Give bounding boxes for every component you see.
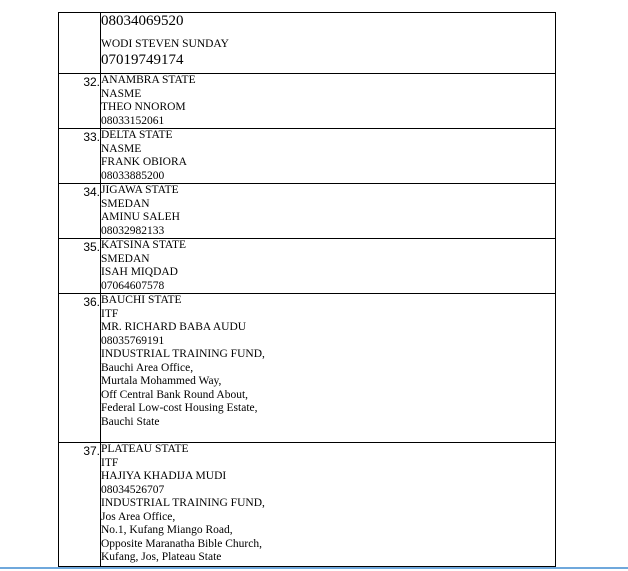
- contact-name: WODI STEVEN SUNDAY: [101, 38, 229, 50]
- agency-name: SMEDAN: [101, 197, 150, 210]
- table-row: [59, 294, 556, 443]
- agency-name: NASME: [101, 142, 142, 155]
- row-number: 32.: [83, 75, 100, 89]
- table-row: [59, 13, 556, 74]
- state-name: BAUCHI STATE: [101, 294, 182, 306]
- contact-details-cell: [101, 74, 556, 129]
- address-line: Bauchi State: [101, 415, 160, 428]
- contact-details-cell: [101, 239, 556, 294]
- address-line: Federal Low-cost Housing Estate,: [101, 402, 258, 414]
- row-number-cell: [59, 443, 101, 567]
- contact-details-cell: [101, 294, 556, 443]
- phone-number: 08032982133: [101, 224, 165, 237]
- table-row: [59, 184, 556, 239]
- spacer: [101, 30, 555, 38]
- phone-number: 08033885200: [101, 169, 165, 182]
- table-row: [59, 129, 556, 184]
- address-line: Murtala Mohammed Way,: [101, 375, 222, 387]
- row-number-cell: [59, 294, 101, 443]
- contact-name: ISAH MIQDAD: [101, 266, 178, 278]
- row-number-cell: [59, 239, 101, 294]
- contact-details-cell: [101, 129, 556, 184]
- table-row: [59, 443, 556, 567]
- row-number: 34.: [83, 185, 100, 199]
- row-number: 37.: [83, 444, 100, 458]
- row-number-cell: [59, 74, 101, 129]
- address-line: Off Central Bank Round About,: [101, 388, 249, 401]
- phone-number: 07019749174: [101, 51, 184, 68]
- contact-name: AMINU SALEH: [101, 211, 180, 223]
- address-line: Jos Area Office,: [101, 510, 176, 523]
- table-row: [59, 239, 556, 294]
- phone-number: 08033152061: [101, 114, 165, 127]
- state-name: KATSINA STATE: [101, 239, 187, 251]
- contact-name: HAJIYA KHADIJA MUDI: [101, 470, 227, 482]
- phone-number: 08035769191: [101, 334, 165, 347]
- contact-details-cell: [101, 443, 556, 567]
- agency-name: NASME: [101, 87, 142, 100]
- state-name: DELTA STATE: [101, 129, 173, 141]
- address-line: INDUSTRIAL TRAINING FUND,: [101, 348, 265, 360]
- row-number-cell: [59, 129, 101, 184]
- table-row: [59, 74, 556, 129]
- agency-name: ITF: [101, 307, 119, 320]
- address-line: Opposite Maranatha Bible Church,: [101, 537, 262, 550]
- state-name: JIGAWA STATE: [101, 184, 179, 196]
- phone-number: 08034069520: [101, 13, 184, 29]
- contact-name: THEO NNOROM: [101, 101, 186, 113]
- row-number: [59, 13, 100, 14]
- address-line: INDUSTRIAL TRAINING FUND,: [101, 497, 265, 509]
- phone-number: 08034526707: [101, 483, 165, 496]
- contact-name: FRANK OBIORA: [101, 156, 187, 168]
- address-line: Kufang, Jos, Plateau State: [101, 551, 222, 563]
- address-line: No.1, Kufang Miango Road,: [101, 524, 233, 536]
- row-number: 33.: [83, 130, 100, 144]
- state-name: PLATEAU STATE: [101, 443, 189, 455]
- state-name: ANAMBRA STATE: [101, 74, 196, 86]
- row-number-cell: [59, 184, 101, 239]
- agency-name: SMEDAN: [101, 252, 150, 265]
- row-number: 36.: [83, 295, 100, 309]
- address-line: Bauchi Area Office,: [101, 361, 194, 374]
- row-number: 35.: [83, 240, 100, 254]
- contact-name: MR. RICHARD BABA AUDU: [101, 321, 247, 333]
- contact-details-cell: [101, 184, 556, 239]
- agency-name: ITF: [101, 456, 119, 469]
- phone-number: 07064607578: [101, 279, 165, 292]
- row-number-cell: [59, 13, 101, 74]
- contacts-table: [58, 12, 556, 567]
- page-divider: [0, 567, 628, 569]
- contact-details-cell: [101, 13, 556, 74]
